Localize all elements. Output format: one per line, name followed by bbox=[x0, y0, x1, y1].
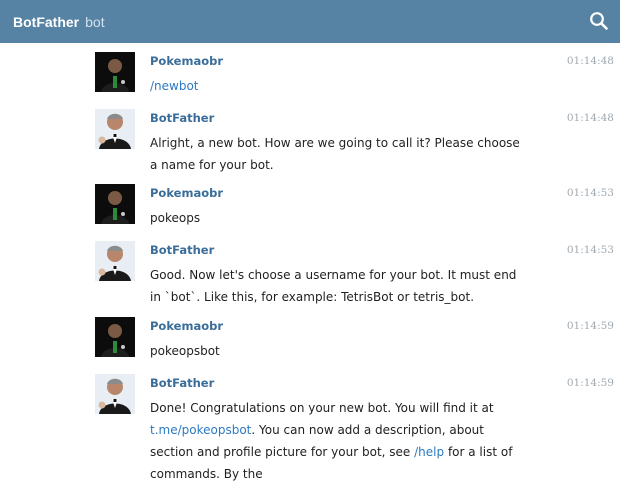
message-author[interactable]: Pokemaobr bbox=[150, 54, 224, 68]
user-avatar[interactable] bbox=[95, 317, 135, 357]
message-text: pokeopsbot bbox=[150, 344, 220, 358]
message-time: 01:14:53 bbox=[566, 244, 614, 256]
user-avatar[interactable] bbox=[95, 184, 135, 224]
message-author[interactable]: BotFather bbox=[150, 376, 215, 390]
message-time: 01:14:48 bbox=[566, 55, 614, 67]
message-author[interactable]: BotFather bbox=[150, 111, 215, 125]
botfather-avatar[interactable] bbox=[95, 109, 135, 149]
help-command-link[interactable]: /help bbox=[414, 445, 445, 459]
message-item bbox=[0, 232, 620, 302]
message-text: Alright, a new bot. How are we going to call it? Please choose a name for your bot. bbox=[150, 136, 520, 172]
message-author[interactable]: Pokemaobr bbox=[150, 186, 224, 200]
message-text-part: Done! Congratulations on your new bot. You will find it at bbox=[150, 401, 494, 415]
botfather-avatar[interactable] bbox=[95, 374, 135, 414]
message-text bbox=[150, 75, 520, 97]
command-link[interactable]: /newbot bbox=[150, 79, 199, 93]
botfather-avatar[interactable] bbox=[95, 241, 135, 281]
message-item bbox=[0, 100, 620, 170]
message-text-part: for a list of commands. By the bbox=[150, 445, 513, 481]
message-text: pokeops bbox=[150, 211, 201, 225]
message-item bbox=[0, 43, 620, 103]
chat-subtitle: bot bbox=[85, 13, 105, 30]
message-author[interactable]: BotFather bbox=[150, 243, 215, 257]
message-text-part: . You can now add a description, about section and profile picture for your bot, see bbox=[150, 423, 484, 459]
message-author[interactable]: Pokemaobr bbox=[150, 319, 224, 333]
search-icon[interactable] bbox=[589, 11, 609, 31]
chat-header bbox=[0, 0, 620, 43]
user-avatar[interactable] bbox=[95, 52, 135, 92]
chat-title[interactable]: BotFather bbox=[13, 13, 80, 30]
message-item bbox=[0, 175, 620, 235]
message-time: 01:14:59 bbox=[566, 377, 614, 389]
message-list[interactable] bbox=[0, 43, 620, 481]
message-text bbox=[150, 397, 520, 485]
message-text: Good. Now let's choose a username for your bot. It must end in `bot`. Like this, for example: TetrisBot or tetris_bot. bbox=[150, 268, 517, 304]
message-time: 01:14:59 bbox=[566, 320, 614, 332]
message-time: 01:14:48 bbox=[566, 112, 614, 124]
message-time: 01:14:53 bbox=[566, 187, 614, 199]
message-item bbox=[0, 308, 620, 368]
message-item bbox=[0, 365, 620, 481]
bot-link[interactable]: t.me/pokeopsbot bbox=[150, 423, 252, 437]
